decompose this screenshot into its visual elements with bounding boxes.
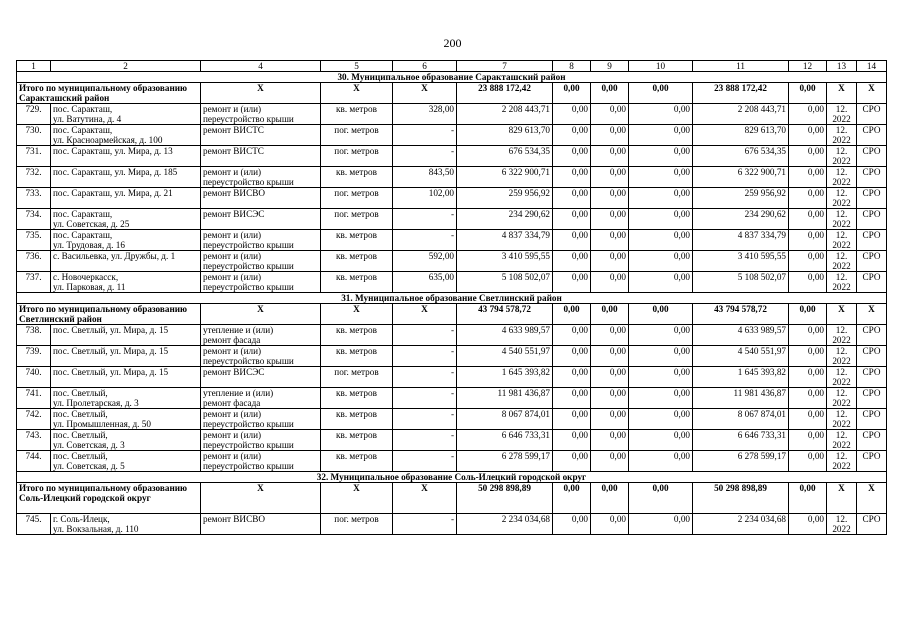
completion-date: 12. 2022 <box>827 167 857 188</box>
repair-program-table <box>16 60 887 535</box>
total-row <box>17 83 887 104</box>
address: пос. Светлый, ул. Мира, д. 15 <box>51 325 201 346</box>
total-row <box>17 483 887 514</box>
address: пос. Саракташ, ул. Мира, д. 185 <box>51 167 201 188</box>
section-title-row <box>17 472 887 483</box>
table-row <box>17 209 887 230</box>
row-number: 732. <box>17 167 51 188</box>
c12: 0,00 <box>789 146 827 167</box>
unit: пог. метров <box>321 146 393 167</box>
work-type: ремонт и (или) переустройство крыши <box>201 251 321 272</box>
unit: кв. метров <box>321 409 393 430</box>
total-cost: 4 633 989,57 <box>457 325 553 346</box>
quantity: - <box>393 388 457 409</box>
unit: кв. метров <box>321 325 393 346</box>
completion-date: 12. 2022 <box>827 209 857 230</box>
completion-date: 12. 2022 <box>827 146 857 167</box>
total-label: Итого по муниципальному образованию Соль-Илецкий городской округ <box>17 483 201 514</box>
table-row <box>17 514 887 535</box>
c10: 0,00 <box>629 514 693 535</box>
c10: 0,00 <box>629 325 693 346</box>
address: с. Новочеркасск, ул. Парковая, д. 11 <box>51 272 201 293</box>
c12: 0,00 <box>789 325 827 346</box>
quantity: - <box>393 409 457 430</box>
column-number: 14 <box>857 61 887 72</box>
c10: 0,00 <box>629 346 693 367</box>
c9: 0,00 <box>591 388 629 409</box>
c11: 3 410 595,55 <box>693 251 789 272</box>
address: пос. Саракташ, ул. Мира, д. 21 <box>51 188 201 209</box>
row-number: 737. <box>17 272 51 293</box>
completion-date: 12. 2022 <box>827 430 857 451</box>
c11: 234 290,62 <box>693 209 789 230</box>
c11: 5 108 502,07 <box>693 272 789 293</box>
section-title: 30. Муниципальное образование Саракташский район <box>17 72 887 83</box>
c12: 0,00 <box>789 104 827 125</box>
unit: кв. метров <box>321 388 393 409</box>
quantity: - <box>393 325 457 346</box>
address: пос. Саракташ, ул. Мира, д. 13 <box>51 146 201 167</box>
total-cost: 50 298 898,89 <box>457 483 553 514</box>
table-row <box>17 167 887 188</box>
table-row <box>17 146 887 167</box>
total-c6: X <box>393 304 457 325</box>
c8: 0,00 <box>553 146 591 167</box>
work-type: ремонт ВИСТС <box>201 125 321 146</box>
c12: 0,00 <box>789 272 827 293</box>
total-c8: 0,00 <box>553 483 591 514</box>
quantity: - <box>393 367 457 388</box>
row-number: 736. <box>17 251 51 272</box>
total-c11: 50 298 898,89 <box>693 483 789 514</box>
address: пос. Саракташ, ул. Советская, д. 25 <box>51 209 201 230</box>
total-c5: X <box>321 83 393 104</box>
quantity: - <box>393 230 457 251</box>
total-c12: 0,00 <box>789 483 827 514</box>
method: СРО <box>857 451 887 472</box>
total-c10: 0,00 <box>629 304 693 325</box>
c9: 0,00 <box>591 209 629 230</box>
unit: пог. метров <box>321 209 393 230</box>
total-cost: 6 278 599,17 <box>457 451 553 472</box>
column-number: 2 <box>51 61 201 72</box>
quantity: 328,00 <box>393 104 457 125</box>
total-c9: 0,00 <box>591 483 629 514</box>
c8: 0,00 <box>553 367 591 388</box>
row-number: 729. <box>17 104 51 125</box>
c10: 0,00 <box>629 430 693 451</box>
address: пос. Саракташ, ул. Трудовая, д. 16 <box>51 230 201 251</box>
row-number: 742. <box>17 409 51 430</box>
c8: 0,00 <box>553 209 591 230</box>
table-row <box>17 346 887 367</box>
total-c8: 0,00 <box>553 83 591 104</box>
quantity: 102,00 <box>393 188 457 209</box>
total-cost: 5 108 502,07 <box>457 272 553 293</box>
c11: 8 067 874,01 <box>693 409 789 430</box>
total-cost: 1 645 393,82 <box>457 367 553 388</box>
address: пос. Светлый, ул. Пролетарская, д. 3 <box>51 388 201 409</box>
row-number: 739. <box>17 346 51 367</box>
c11: 2 208 443,71 <box>693 104 789 125</box>
row-number: 745. <box>17 514 51 535</box>
table-row <box>17 125 887 146</box>
table-row <box>17 409 887 430</box>
row-number: 733. <box>17 188 51 209</box>
quantity: 635,00 <box>393 272 457 293</box>
total-c6: X <box>393 83 457 104</box>
c8: 0,00 <box>553 514 591 535</box>
c11: 11 981 436,87 <box>693 388 789 409</box>
table-row <box>17 104 887 125</box>
c8: 0,00 <box>553 325 591 346</box>
table-row <box>17 272 887 293</box>
row-number: 740. <box>17 367 51 388</box>
total-c9: 0,00 <box>591 304 629 325</box>
total-cost: 2 208 443,71 <box>457 104 553 125</box>
unit: кв. метров <box>321 230 393 251</box>
total-c4: X <box>201 83 321 104</box>
total-cost: 6 322 900,71 <box>457 167 553 188</box>
table-row <box>17 188 887 209</box>
table-row <box>17 325 887 346</box>
completion-date: 12. 2022 <box>827 409 857 430</box>
total-cost: 829 613,70 <box>457 125 553 146</box>
work-type: ремонт и (или) переустройство крыши <box>201 272 321 293</box>
column-number: 10 <box>629 61 693 72</box>
c9: 0,00 <box>591 125 629 146</box>
unit: кв. метров <box>321 272 393 293</box>
total-c10: 0,00 <box>629 83 693 104</box>
quantity: - <box>393 346 457 367</box>
total-cost: 234 290,62 <box>457 209 553 230</box>
total-c14: X <box>857 304 887 325</box>
c8: 0,00 <box>553 230 591 251</box>
total-cost: 3 410 595,55 <box>457 251 553 272</box>
completion-date: 12. 2022 <box>827 251 857 272</box>
quantity: - <box>393 514 457 535</box>
c12: 0,00 <box>789 514 827 535</box>
c12: 0,00 <box>789 230 827 251</box>
completion-date: 12. 2022 <box>827 104 857 125</box>
unit: кв. метров <box>321 251 393 272</box>
address: пос. Светлый, ул. Советская, д. 5 <box>51 451 201 472</box>
c8: 0,00 <box>553 125 591 146</box>
c10: 0,00 <box>629 125 693 146</box>
c11: 4 837 334,79 <box>693 230 789 251</box>
work-type: ремонт и (или) переустройство крыши <box>201 451 321 472</box>
work-type: утепление и (или) ремонт фасада <box>201 325 321 346</box>
quantity: - <box>393 146 457 167</box>
c12: 0,00 <box>789 167 827 188</box>
column-number: 7 <box>457 61 553 72</box>
total-cost: 11 981 436,87 <box>457 388 553 409</box>
work-type: ремонт ВИСЭС <box>201 367 321 388</box>
c12: 0,00 <box>789 125 827 146</box>
work-type: ремонт ВИСВО <box>201 188 321 209</box>
row-number: 738. <box>17 325 51 346</box>
total-row <box>17 304 887 325</box>
total-c13: X <box>827 304 857 325</box>
c11: 1 645 393,82 <box>693 367 789 388</box>
total-label: Итого по муниципальному образованию Саракташский район <box>17 83 201 104</box>
row-number: 741. <box>17 388 51 409</box>
column-number-row <box>17 61 887 72</box>
completion-date: 12. 2022 <box>827 451 857 472</box>
column-number: 4 <box>201 61 321 72</box>
c12: 0,00 <box>789 367 827 388</box>
completion-date: 12. 2022 <box>827 272 857 293</box>
work-type: ремонт и (или) переустройство крыши <box>201 104 321 125</box>
c12: 0,00 <box>789 209 827 230</box>
quantity: - <box>393 451 457 472</box>
unit: кв. метров <box>321 104 393 125</box>
total-c12: 0,00 <box>789 83 827 104</box>
table-row <box>17 451 887 472</box>
c8: 0,00 <box>553 104 591 125</box>
column-number: 12 <box>789 61 827 72</box>
total-cost: 43 794 578,72 <box>457 304 553 325</box>
method: СРО <box>857 167 887 188</box>
c11: 6 322 900,71 <box>693 167 789 188</box>
c9: 0,00 <box>591 188 629 209</box>
work-type: ремонт и (или) переустройство крыши <box>201 430 321 451</box>
section-title: 31. Муниципальное образование Светлинский район <box>17 293 887 304</box>
work-type: ремонт и (или) переустройство крыши <box>201 409 321 430</box>
c11: 4 633 989,57 <box>693 325 789 346</box>
work-type: ремонт ВИСВО <box>201 514 321 535</box>
column-number: 13 <box>827 61 857 72</box>
c11: 6 278 599,17 <box>693 451 789 472</box>
column-number: 11 <box>693 61 789 72</box>
c10: 0,00 <box>629 209 693 230</box>
section-title-row <box>17 293 887 304</box>
unit: пог. метров <box>321 514 393 535</box>
total-cost: 259 956,92 <box>457 188 553 209</box>
row-number: 730. <box>17 125 51 146</box>
c8: 0,00 <box>553 409 591 430</box>
completion-date: 12. 2022 <box>827 514 857 535</box>
total-c13: X <box>827 483 857 514</box>
total-c8: 0,00 <box>553 304 591 325</box>
quantity: - <box>393 430 457 451</box>
c8: 0,00 <box>553 167 591 188</box>
total-cost: 676 534,35 <box>457 146 553 167</box>
c10: 0,00 <box>629 451 693 472</box>
c9: 0,00 <box>591 167 629 188</box>
total-c10: 0,00 <box>629 483 693 514</box>
section-title-row <box>17 72 887 83</box>
table-row <box>17 367 887 388</box>
total-cost: 4 540 551,97 <box>457 346 553 367</box>
row-number: 744. <box>17 451 51 472</box>
c11: 829 613,70 <box>693 125 789 146</box>
work-type: ремонт ВИСЭС <box>201 209 321 230</box>
c10: 0,00 <box>629 251 693 272</box>
column-number: 5 <box>321 61 393 72</box>
c12: 0,00 <box>789 251 827 272</box>
column-number: 6 <box>393 61 457 72</box>
column-number: 1 <box>17 61 51 72</box>
work-type: ремонт ВИСТС <box>201 146 321 167</box>
method: СРО <box>857 272 887 293</box>
c8: 0,00 <box>553 272 591 293</box>
method: СРО <box>857 388 887 409</box>
section-title: 32. Муниципальное образование Соль-Илецкий городской округ <box>17 472 887 483</box>
work-type: ремонт и (или) переустройство крыши <box>201 167 321 188</box>
total-c6: X <box>393 483 457 514</box>
method: СРО <box>857 251 887 272</box>
address: пос. Светлый, ул. Промышленная, д. 50 <box>51 409 201 430</box>
c9: 0,00 <box>591 451 629 472</box>
total-label: Итого по муниципальному образованию Светлинский район <box>17 304 201 325</box>
total-c11: 23 888 172,42 <box>693 83 789 104</box>
quantity: 592,00 <box>393 251 457 272</box>
total-c12: 0,00 <box>789 304 827 325</box>
method: СРО <box>857 325 887 346</box>
completion-date: 12. 2022 <box>827 325 857 346</box>
work-type: ремонт и (или) переустройство крыши <box>201 230 321 251</box>
c9: 0,00 <box>591 514 629 535</box>
total-c14: X <box>857 83 887 104</box>
row-number: 731. <box>17 146 51 167</box>
c10: 0,00 <box>629 409 693 430</box>
c9: 0,00 <box>591 104 629 125</box>
row-number: 743. <box>17 430 51 451</box>
work-type: ремонт и (или) переустройство крыши <box>201 346 321 367</box>
c9: 0,00 <box>591 409 629 430</box>
row-number: 734. <box>17 209 51 230</box>
unit: пог. метров <box>321 367 393 388</box>
unit: пог. метров <box>321 188 393 209</box>
unit: кв. метров <box>321 451 393 472</box>
address: пос. Светлый, ул. Мира, д. 15 <box>51 346 201 367</box>
c11: 259 956,92 <box>693 188 789 209</box>
address: пос. Светлый, ул. Советская, д. 3 <box>51 430 201 451</box>
c10: 0,00 <box>629 367 693 388</box>
column-number: 8 <box>553 61 591 72</box>
c10: 0,00 <box>629 167 693 188</box>
c8: 0,00 <box>553 346 591 367</box>
c10: 0,00 <box>629 104 693 125</box>
method: СРО <box>857 430 887 451</box>
unit: кв. метров <box>321 167 393 188</box>
c9: 0,00 <box>591 325 629 346</box>
method: СРО <box>857 409 887 430</box>
c9: 0,00 <box>591 251 629 272</box>
method: СРО <box>857 125 887 146</box>
unit: кв. метров <box>321 430 393 451</box>
address: пос. Саракташ, ул. Красноармейская, д. 100 <box>51 125 201 146</box>
c12: 0,00 <box>789 188 827 209</box>
total-c13: X <box>827 83 857 104</box>
address: с. Васильевка, ул. Дружбы, д. 1 <box>51 251 201 272</box>
total-cost: 23 888 172,42 <box>457 83 553 104</box>
c8: 0,00 <box>553 388 591 409</box>
c8: 0,00 <box>553 188 591 209</box>
total-cost: 6 646 733,31 <box>457 430 553 451</box>
c11: 2 234 034,68 <box>693 514 789 535</box>
method: СРО <box>857 188 887 209</box>
table-row <box>17 388 887 409</box>
unit: пог. метров <box>321 125 393 146</box>
c9: 0,00 <box>591 230 629 251</box>
method: СРО <box>857 146 887 167</box>
address: пос. Саракташ, ул. Ватутина, д. 4 <box>51 104 201 125</box>
c12: 0,00 <box>789 409 827 430</box>
method: СРО <box>857 230 887 251</box>
work-type: утепление и (или) ремонт фасада <box>201 388 321 409</box>
total-c5: X <box>321 483 393 514</box>
method: СРО <box>857 104 887 125</box>
c10: 0,00 <box>629 146 693 167</box>
c12: 0,00 <box>789 346 827 367</box>
table-row <box>17 430 887 451</box>
page-number: 200 <box>443 36 462 50</box>
column-number: 9 <box>591 61 629 72</box>
completion-date: 12. 2022 <box>827 230 857 251</box>
c8: 0,00 <box>553 430 591 451</box>
table-row <box>17 230 887 251</box>
address: г. Соль-Илецк, ул. Вокзальная, д. 110 <box>51 514 201 535</box>
c10: 0,00 <box>629 230 693 251</box>
c11: 4 540 551,97 <box>693 346 789 367</box>
method: СРО <box>857 367 887 388</box>
quantity: 843,50 <box>393 167 457 188</box>
total-c5: X <box>321 304 393 325</box>
c8: 0,00 <box>553 251 591 272</box>
total-cost: 8 067 874,01 <box>457 409 553 430</box>
completion-date: 12. 2022 <box>827 346 857 367</box>
address: пос. Светлый, ул. Мира, д. 15 <box>51 367 201 388</box>
c10: 0,00 <box>629 188 693 209</box>
c12: 0,00 <box>789 451 827 472</box>
total-c4: X <box>201 304 321 325</box>
completion-date: 12. 2022 <box>827 388 857 409</box>
total-c14: X <box>857 483 887 514</box>
c9: 0,00 <box>591 272 629 293</box>
method: СРО <box>857 514 887 535</box>
completion-date: 12. 2022 <box>827 188 857 209</box>
method: СРО <box>857 346 887 367</box>
c8: 0,00 <box>553 451 591 472</box>
completion-date: 12. 2022 <box>827 367 857 388</box>
total-c9: 0,00 <box>591 83 629 104</box>
c9: 0,00 <box>591 146 629 167</box>
quantity: - <box>393 209 457 230</box>
method: СРО <box>857 209 887 230</box>
total-c11: 43 794 578,72 <box>693 304 789 325</box>
row-number: 735. <box>17 230 51 251</box>
c12: 0,00 <box>789 430 827 451</box>
c9: 0,00 <box>591 430 629 451</box>
c10: 0,00 <box>629 388 693 409</box>
table-row <box>17 251 887 272</box>
total-cost: 4 837 334,79 <box>457 230 553 251</box>
c9: 0,00 <box>591 367 629 388</box>
c12: 0,00 <box>789 388 827 409</box>
c11: 6 646 733,31 <box>693 430 789 451</box>
c10: 0,00 <box>629 272 693 293</box>
total-c4: X <box>201 483 321 514</box>
c9: 0,00 <box>591 346 629 367</box>
total-cost: 2 234 034,68 <box>457 514 553 535</box>
c11: 676 534,35 <box>693 146 789 167</box>
unit: кв. метров <box>321 346 393 367</box>
quantity: - <box>393 125 457 146</box>
completion-date: 12. 2022 <box>827 125 857 146</box>
